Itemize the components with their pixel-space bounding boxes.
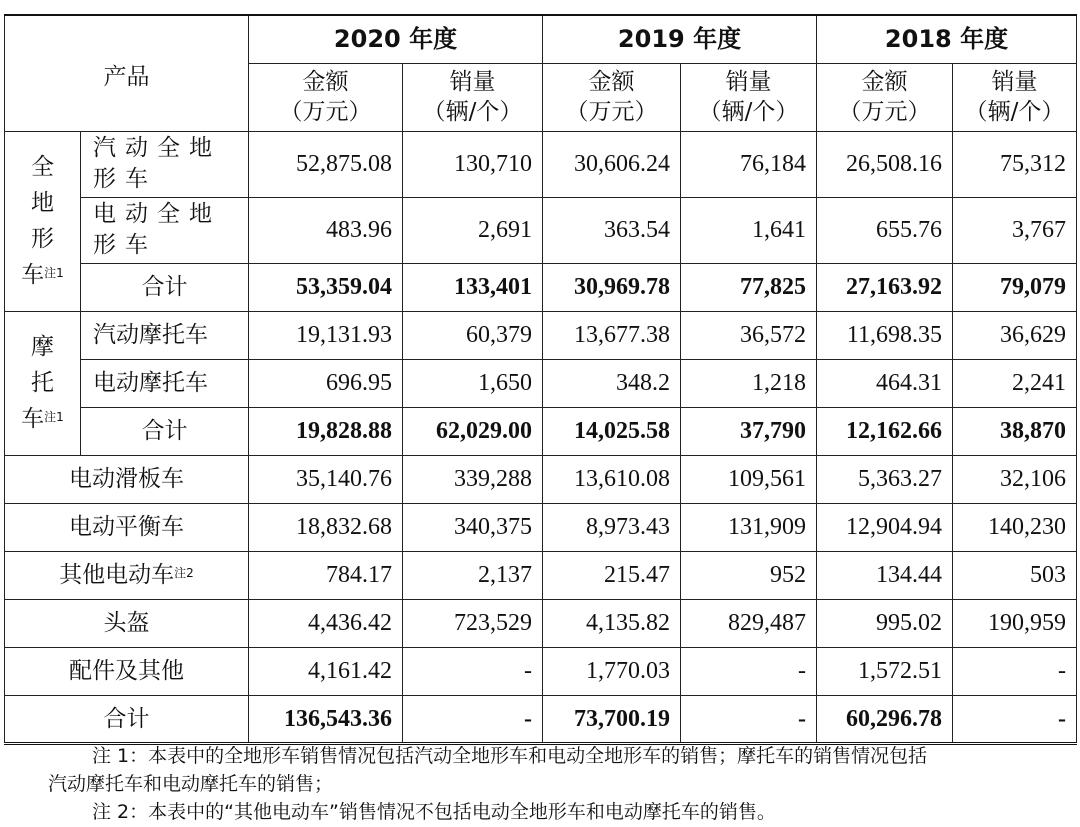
sales-table [4,14,1077,745]
table-row [5,503,1077,551]
table-row [5,359,1077,407]
cell: 52,875.08 [249,131,403,197]
cell: 12,162.66 [817,407,953,455]
table-row [5,647,1077,695]
cell: 130,710 [403,131,543,197]
cell: - [953,695,1077,743]
cell: 1,650 [403,359,543,407]
grand-total-row [5,695,1077,743]
cell: - [403,647,543,695]
cell: 19,828.88 [249,407,403,455]
row-label: 头盔 [5,599,249,647]
amount-label: 金额 [588,69,635,95]
cell: 829,487 [681,599,817,647]
cell: 26,508.16 [817,131,953,197]
cell: 2,691 [403,197,543,263]
amount-header [817,63,953,131]
cell: 11,698.35 [817,311,953,359]
cell: 13,610.08 [543,455,681,503]
cell: 1,641 [681,197,817,263]
cell: 3,767 [953,197,1077,263]
moto-group-label: 摩 托 车$^{注1}$ [5,311,81,455]
cell: 696.95 [249,359,403,407]
row-label: 配件及其他 [5,647,249,695]
cell: 53,359.04 [249,263,403,311]
cell: 190,959 [953,599,1077,647]
qty-label: 销量 [449,69,496,95]
cell: 348.2 [543,359,681,407]
row-label: 电动摩托车 [81,359,249,407]
qty-header [953,63,1077,131]
cell: - [953,647,1077,695]
qty-unit: （辆/个） [422,99,523,125]
cell: 79,079 [953,263,1077,311]
row-label: 合计 [5,695,249,743]
cell: - [403,695,543,743]
table-row [5,455,1077,503]
cell: 30,606.24 [543,131,681,197]
cell: 503 [953,551,1077,599]
cell: 27,163.92 [817,263,953,311]
footnote-2: 注 2：本表中的“其他电动车”销售情况不包括电动全地形车和电动摩托车的销售。 [92,801,776,823]
row-label: 汽动摩托车 [81,311,249,359]
cell: 77,825 [681,263,817,311]
cell: 4,161.42 [249,647,403,695]
cell: 75,312 [953,131,1077,197]
table-row [5,131,1077,197]
cell: 363.54 [543,197,681,263]
cell: 1,218 [681,359,817,407]
amount-header [543,63,681,131]
cell: 38,870 [953,407,1077,455]
subtotal-row [5,407,1077,455]
note-mark: 注2 [174,566,194,580]
cell: 140,230 [953,503,1077,551]
footnote-1-line-1: 注 1：本表中的全地形车销售情况包括汽动全地形车和电动全地形车的销售；摩托车的销售情况包括 [92,745,928,767]
cell: 339,288 [403,455,543,503]
cell: 784.17 [249,551,403,599]
qty-label: 销量 [991,69,1038,95]
cell: 73,700.19 [543,695,681,743]
atv-group-label: 全 地 形 车$^{注1}$ [5,131,81,311]
cell: 19,131.93 [249,311,403,359]
row-label: 电动全地形车 [81,197,249,263]
cell: 60,379 [403,311,543,359]
qty-unit: （辆/个） [698,99,799,125]
cell: 18,832.68 [249,503,403,551]
row-label: 合计 [81,263,249,311]
cell: 483.96 [249,197,403,263]
cell: 32,106 [953,455,1077,503]
table-row [5,551,1077,599]
year-2019-header: 2019 年度 [543,15,817,63]
cell: - [681,695,817,743]
cell: 37,790 [681,407,817,455]
cell: 60,296.78 [817,695,953,743]
amount-header [249,63,403,131]
cell: 952 [681,551,817,599]
cell: 2,241 [953,359,1077,407]
cell: 5,363.27 [817,455,953,503]
row-label: 电动平衡车 [5,503,249,551]
cell: 1,572.51 [817,647,953,695]
cell: 655.76 [817,197,953,263]
cell: 723,529 [403,599,543,647]
note-mark: 注1 [44,266,64,280]
amount-unit: （万元） [838,99,931,125]
cell: 464.31 [817,359,953,407]
table-row [5,311,1077,359]
cell: 2,137 [403,551,543,599]
product-header: 产品 [5,15,249,131]
amount-label: 金额 [302,69,349,95]
cell: 36,629 [953,311,1077,359]
row-label: 其他电动车$^{注2}$ [5,551,249,599]
cell: 35,140.76 [249,455,403,503]
qty-label: 销量 [725,69,772,95]
table-row [5,599,1077,647]
footnotes [0,742,1080,826]
cell: 1,770.03 [543,647,681,695]
footnote-1-line-2: 汽动摩托车和电动摩托车的销售； [48,773,334,795]
row-label: 合计 [81,407,249,455]
cell: 995.02 [817,599,953,647]
cell: - [681,647,817,695]
qty-header [681,63,817,131]
cell: 131,909 [681,503,817,551]
cell: 4,436.42 [249,599,403,647]
row-label: 汽动全地形车 [81,131,249,197]
qty-header [403,63,543,131]
note-mark: 注1 [44,410,64,424]
cell: 136,543.36 [249,695,403,743]
amount-unit: （万元） [565,99,658,125]
cell: 340,375 [403,503,543,551]
year-2018-header: 2018 年度 [817,15,1077,63]
cell: 12,904.94 [817,503,953,551]
cell: 76,184 [681,131,817,197]
cell: 62,029.00 [403,407,543,455]
cell: 14,025.58 [543,407,681,455]
cell: 30,969.78 [543,263,681,311]
cell: 133,401 [403,263,543,311]
amount-label: 金额 [861,69,908,95]
table-row [5,197,1077,263]
row-label: 电动滑板车 [5,455,249,503]
cell: 215.47 [543,551,681,599]
cell: 36,572 [681,311,817,359]
year-2020-header: 2020 年度 [249,15,543,63]
amount-unit: （万元） [279,99,372,125]
qty-unit: （辆/个） [964,99,1065,125]
cell: 13,677.38 [543,311,681,359]
subtotal-row [5,263,1077,311]
cell: 4,135.82 [543,599,681,647]
cell: 134.44 [817,551,953,599]
cell: 109,561 [681,455,817,503]
cell: 8,973.43 [543,503,681,551]
